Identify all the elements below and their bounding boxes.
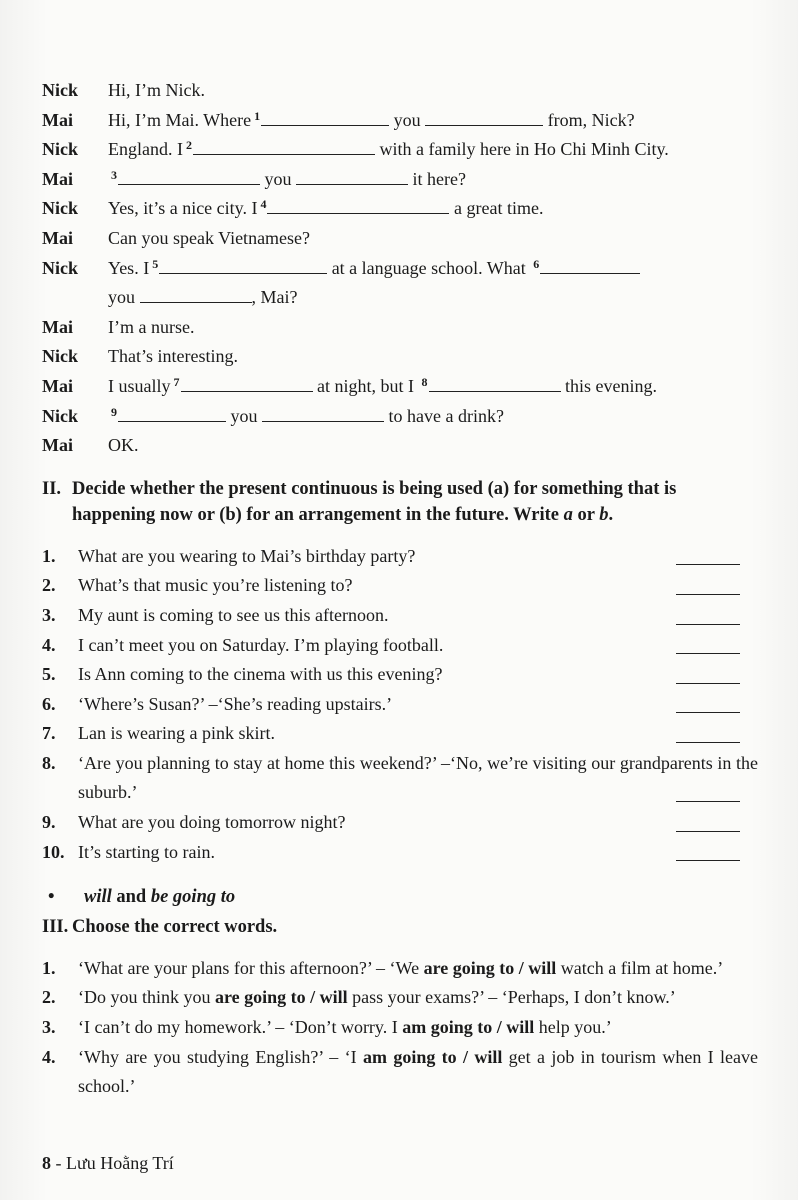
blank-number-superscript: 9	[111, 404, 117, 419]
text-segment: it here?	[408, 168, 466, 189]
dialogue-line	[42, 106, 758, 136]
speaker-name: Mai	[42, 227, 73, 248]
text-segment: you	[226, 405, 262, 426]
dialogue-line	[42, 283, 758, 313]
fill-in-blank-line	[296, 167, 408, 185]
dialogue-line	[42, 135, 758, 165]
item-number: 7.	[42, 723, 56, 744]
exercise-item	[42, 1013, 758, 1043]
text-segment: a	[563, 505, 573, 526]
text-segment: What’s that music you’re listening to?	[78, 575, 353, 596]
dialogue-text	[108, 76, 758, 106]
item-text	[78, 808, 758, 838]
text-segment: b	[599, 505, 609, 526]
text-segment: OK.	[108, 435, 139, 456]
item-number: 2.	[42, 575, 56, 596]
item-number: 6.	[42, 693, 56, 714]
exercise-item	[42, 542, 758, 572]
item-text	[78, 542, 758, 572]
text-segment: Hi, I’m Nick.	[108, 80, 205, 100]
item-text	[78, 1043, 758, 1102]
text-segment: That’s interesting.	[108, 346, 238, 367]
dialogue	[42, 76, 758, 461]
text-segment: from, Nick?	[543, 109, 635, 130]
exercise2-items	[42, 542, 758, 868]
dialogue-line	[42, 224, 758, 254]
exercise-item	[42, 808, 758, 838]
fill-in-blank-line	[540, 255, 640, 273]
fill-in-blank-line	[140, 285, 252, 303]
text-segment: this evening.	[560, 375, 657, 396]
text-segment: What are you wearing to Mai’s birthday party?	[78, 545, 416, 566]
item-number: 2.	[42, 987, 56, 1008]
blank-number-superscript: 3	[111, 167, 117, 182]
dialogue-text	[108, 402, 758, 432]
text-segment: ‘I can’t do my homework.’ – ‘Don’t worry. I	[78, 1016, 403, 1037]
page-footer	[42, 1153, 174, 1174]
author-name: - Lưu Hoằng Trí	[55, 1153, 174, 1173]
answer-blank-line	[676, 564, 740, 565]
item-number: 4.	[42, 634, 56, 655]
text-segment: ‘Why are you studying English?’ – ‘I	[78, 1046, 363, 1067]
item-text	[78, 601, 758, 631]
item-text	[78, 983, 758, 1013]
text-segment: you	[389, 109, 426, 130]
blank-number-superscript: 2	[185, 138, 192, 153]
speaker-name: Mai	[42, 109, 73, 130]
text-segment: I’m a nurse.	[108, 316, 195, 337]
item-number: 3.	[42, 1016, 56, 1037]
text-segment: Hi, I’m Mai. Where	[108, 109, 252, 130]
dialogue-text	[108, 224, 758, 254]
answer-blank-line	[676, 742, 740, 743]
text-segment: ‘What are your plans for this afternoon?’ – ‘We	[78, 957, 424, 978]
dialogue-text	[108, 106, 758, 136]
text-segment: ‘Do you think you	[78, 987, 215, 1008]
speaker-name: Mai	[42, 168, 73, 189]
fill-in-blank-line	[159, 255, 327, 273]
text-segment: be going to	[150, 887, 236, 908]
dialogue-line	[42, 372, 758, 402]
text-segment: I can’t meet you on Saturday. I’m playing football.	[78, 634, 444, 655]
blank-number-superscript: 7	[173, 374, 180, 389]
page-number: 8	[42, 1153, 51, 1173]
item-number: 8.	[42, 752, 56, 773]
fill-in-blank-line	[267, 196, 449, 214]
dialogue-line	[42, 342, 758, 372]
exercise-item	[42, 660, 758, 690]
text-segment: It’s starting to rain.	[78, 841, 215, 862]
answer-blank-line	[676, 683, 740, 684]
fill-in-blank-line	[425, 108, 543, 126]
text-segment: or	[572, 505, 600, 526]
dialogue-text	[108, 313, 758, 343]
exercise2-number: II.	[42, 478, 62, 499]
text-segment: am going to / will	[362, 1046, 503, 1067]
fill-in-blank-line	[181, 374, 313, 392]
dialogue-line	[42, 431, 758, 461]
blank-number-superscript: 6	[533, 256, 540, 271]
item-number: 1.	[42, 545, 56, 566]
speaker-name: Nick	[42, 198, 78, 219]
text-segment: to have a drink?	[384, 405, 504, 426]
answer-blank-line	[676, 594, 740, 595]
dialogue-line	[42, 254, 758, 284]
answer-blank-line	[676, 801, 740, 802]
exercise-item	[42, 983, 758, 1013]
text-segment: Can you speak Vietnamese?	[108, 227, 311, 248]
exercise-item	[42, 690, 758, 720]
exercise3-title	[72, 914, 758, 941]
dialogue-text	[108, 372, 758, 402]
exercise2-title	[72, 476, 758, 529]
text-segment: ‘Where’s Susan?’ –‘She’s reading upstairs.’	[78, 693, 393, 714]
speaker-name: Nick	[42, 257, 78, 278]
item-number: 3.	[42, 604, 56, 625]
text-segment: a great time.	[449, 198, 544, 219]
item-number: 5.	[42, 664, 56, 685]
text-segment: What are you doing tomorrow night?	[78, 812, 346, 833]
exercise-item	[42, 954, 758, 984]
answer-blank-line	[676, 653, 740, 654]
exercise-item	[42, 601, 758, 631]
dialogue-line	[42, 313, 758, 343]
dialogue-line	[42, 194, 758, 224]
item-text	[78, 660, 758, 690]
dialogue-line	[42, 402, 758, 432]
fill-in-blank-line	[118, 167, 260, 185]
text-segment: England. I	[108, 139, 183, 160]
answer-blank-line	[676, 860, 740, 861]
blank-number-superscript: 1	[254, 108, 261, 123]
speaker-name: Mai	[42, 435, 73, 456]
text-segment: My aunt is coming to see us this afternoon.	[78, 604, 389, 625]
answer-blank-line	[676, 831, 740, 832]
speaker-name: Nick	[42, 405, 78, 426]
text-segment: you	[260, 168, 296, 189]
item-number: 1.	[42, 957, 56, 978]
fill-in-blank-line	[193, 137, 375, 155]
fill-in-blank-line	[429, 374, 561, 392]
dialogue-text	[108, 254, 758, 284]
item-text	[78, 571, 758, 601]
dialogue-text	[108, 342, 758, 372]
item-text	[78, 954, 758, 984]
text-segment: Decide whether the present continuous is being used (a) for something that is happening now or (b) for an arrangement in the future. Write	[72, 478, 677, 526]
speaker-name: Nick	[42, 346, 78, 367]
exercise2-heading	[42, 476, 758, 529]
text-segment: pass your exams?’ – ‘Perhaps, I don’t know.’	[347, 987, 676, 1008]
dialogue-line	[42, 76, 758, 106]
text-segment: watch a film at home.’	[556, 957, 724, 978]
exercise-item	[42, 749, 758, 808]
text-segment: Yes, it’s a nice city. I	[108, 198, 258, 219]
fill-in-blank-line	[261, 108, 389, 126]
item-text	[78, 719, 758, 749]
speaker-name: Nick	[42, 80, 78, 100]
text-segment: with a family here in Ho Chi Minh City.	[374, 139, 669, 160]
exercise-item	[42, 719, 758, 749]
text-segment: will	[84, 887, 112, 908]
item-text	[78, 749, 758, 808]
blank-number-superscript: 4	[260, 197, 267, 212]
dialogue-text	[108, 431, 758, 461]
item-text	[78, 631, 758, 661]
text-segment: ‘Are you planning to stay at home this weekend?’ –‘No, we’re visiting our grandparents in the suburb.’	[78, 752, 758, 803]
speaker-name: Nick	[42, 139, 78, 160]
answer-blank-line	[676, 712, 740, 713]
item-text	[78, 690, 758, 720]
exercise3-number: III.	[42, 917, 69, 938]
exercise-item	[42, 838, 758, 868]
text-segment: and	[111, 887, 151, 908]
fill-in-blank-line	[118, 403, 226, 421]
item-text	[78, 1013, 758, 1043]
item-number: 10.	[42, 841, 65, 862]
text-segment: .	[608, 505, 614, 526]
grammar-point-heading	[42, 883, 758, 912]
item-text	[78, 838, 758, 868]
blank-number-superscript: 8	[421, 374, 428, 389]
dialogue-line	[42, 165, 758, 195]
text-segment: Yes. I	[108, 257, 150, 278]
fill-in-blank-line	[262, 403, 384, 421]
text-segment: Choose the correct words.	[72, 917, 278, 938]
text-segment: get a job in tourism when I leave school.’	[78, 1046, 758, 1097]
text-segment: help you.’	[534, 1016, 612, 1037]
text-segment: am going to / will	[402, 1016, 535, 1037]
dialogue-text	[108, 135, 758, 165]
speaker-name	[42, 283, 108, 313]
text-segment: at night, but I	[312, 375, 419, 396]
text-segment: at a language school. What	[327, 257, 531, 278]
speaker-name: Mai	[42, 375, 73, 396]
exercise-item	[42, 1043, 758, 1102]
text-segment: , Mai?	[251, 287, 298, 308]
exercise3-heading	[42, 914, 758, 941]
bullet-icon: •	[48, 887, 55, 908]
exercise3-items	[42, 954, 758, 1102]
text-segment: are going to / will	[215, 987, 348, 1008]
dialogue-text	[108, 165, 758, 195]
item-number: 9.	[42, 812, 56, 833]
dialogue-text	[108, 194, 758, 224]
speaker-name: Mai	[42, 316, 73, 337]
item-number: 4.	[42, 1046, 56, 1067]
dialogue-text	[108, 283, 758, 313]
blank-number-superscript: 5	[152, 256, 159, 271]
text-segment: Is Ann coming to the cinema with us this evening?	[78, 664, 443, 685]
text-segment: Lan is wearing a pink skirt.	[78, 723, 275, 744]
text-segment: you	[108, 287, 140, 308]
answer-blank-line	[676, 624, 740, 625]
page-content	[42, 0, 758, 1200]
text-segment: I usually	[108, 375, 171, 396]
text-segment: are going to / will	[423, 957, 557, 978]
grammar-point-title	[84, 883, 235, 912]
exercise-item	[42, 571, 758, 601]
exercise-item	[42, 631, 758, 661]
